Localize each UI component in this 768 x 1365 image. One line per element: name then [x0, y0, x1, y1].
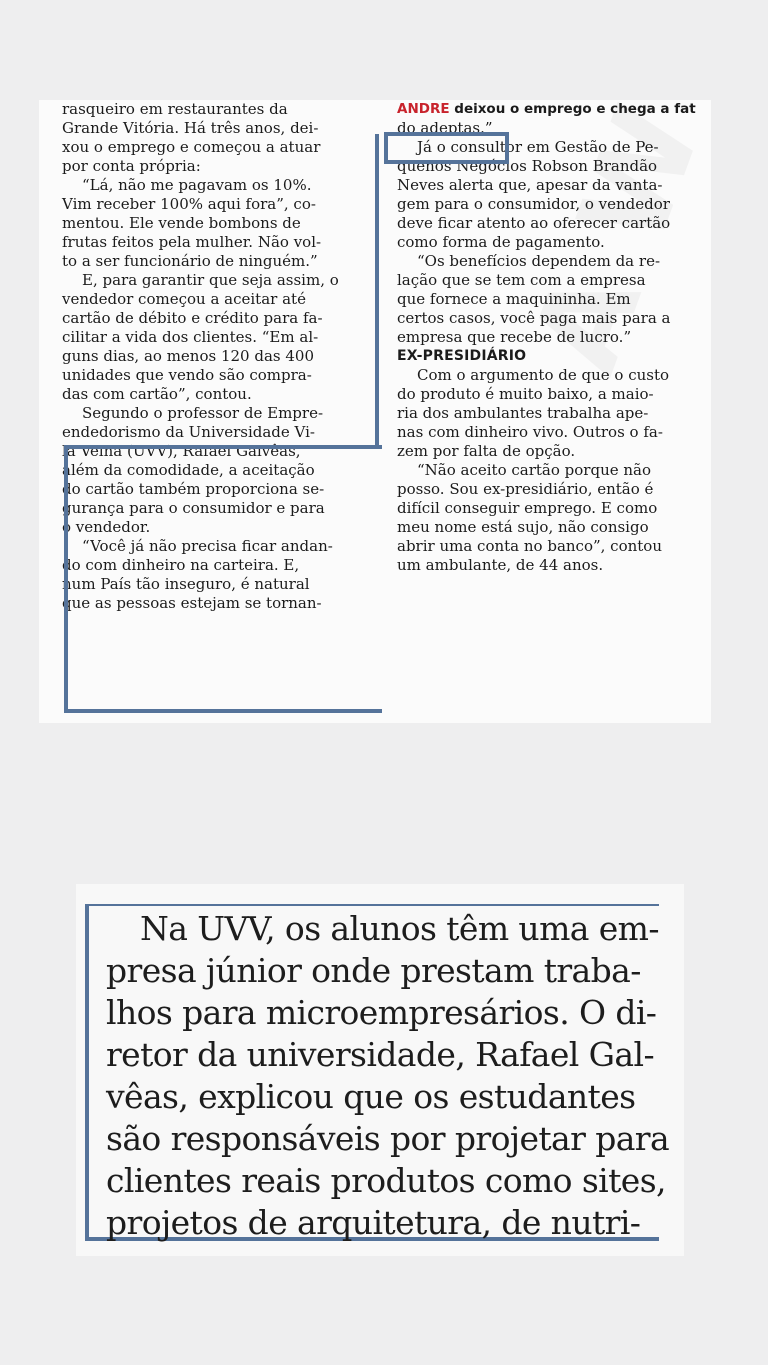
kicker-red-label: ANDRE [397, 101, 450, 117]
text-line: num País tão inseguro, é natural [62, 575, 310, 593]
text-line: são responsáveis por projetar para [106, 1119, 670, 1158]
text-line: projetos de arquitetura, de nutri- [106, 1203, 641, 1242]
text-line: endedorismo da Universidade Vi- [62, 423, 315, 441]
text-line: posso. Sou ex-presidiário, então é [397, 480, 654, 498]
text-line: do com dinheiro na carteira. E, [62, 556, 300, 574]
text-line: Segundo o professor de Empre- [82, 404, 324, 422]
text-line: vendedor começou a aceitar até [62, 290, 306, 308]
text-line: gem para o consumidor, o vendedor [397, 195, 670, 213]
text-line: “Você já não precisa ficar andan- [82, 537, 333, 555]
text-line: “Lá, não me pagavam os 10%. [82, 176, 312, 194]
newspaper-clipping-article [39, 100, 711, 723]
text-line: gurança para o consumidor e para [62, 499, 325, 517]
text-line: além da comodidade, a aceitação [62, 461, 315, 479]
text-line: clientes reais produtos como sites, [106, 1161, 666, 1200]
right-text-column [397, 100, 711, 575]
text-line: ria dos ambulantes trabalha ape- [397, 404, 649, 422]
text-line: lação que se tem com a empresa [397, 271, 646, 289]
text-line: deve ficar atento ao oferecer cartão [397, 214, 671, 232]
text-line: abrir uma conta no banco”, contou [397, 537, 662, 555]
text-line: zem por falta de opção. [397, 442, 576, 460]
text-line: guns dias, ao menos 120 das 400 [62, 347, 315, 365]
text-line: “Os benefícios dependem da re- [417, 252, 661, 270]
text-line: cilitar a vida dos clientes. “Em al- [62, 328, 319, 346]
text-line: por conta própria: [62, 157, 201, 175]
highlight-box-divider [375, 134, 379, 449]
text-line: Na UVV, os alunos têm uma em- [140, 909, 659, 948]
right-paragraphs-b [397, 366, 711, 575]
text-line: o vendedor. [62, 518, 151, 536]
text-line: presa júnior onde prestam traba- [106, 951, 641, 990]
text-line: certos casos, você paga mais para a [397, 309, 671, 327]
text-line: quenos Negócios Robson Brandão [397, 157, 658, 175]
text-line: Com o argumento de que o custo [417, 366, 670, 384]
text-line: to a ser funcionário de ninguém.” [62, 252, 318, 270]
text-line: do cartão também proporciona se- [62, 480, 325, 498]
text-line: nas com dinheiro vivo. Outros o fa- [397, 423, 663, 441]
text-line: vêas, explicou que os estudantes [106, 1077, 636, 1116]
text-line: empresa que recebe de lucro.” [397, 328, 632, 346]
text-line: como forma de pagamento. [397, 233, 605, 251]
text-line: meu nome está sujo, não consigo [397, 518, 649, 536]
article-kicker [397, 100, 711, 119]
text-line: que fornece a maquininha. Em [397, 290, 631, 308]
kicker-text: deixou o emprego e chega a fat [449, 101, 696, 117]
text-line: difícil conseguir emprego. E como [397, 499, 658, 517]
text-line: frutas feitos pela mulher. Não vol- [62, 233, 322, 251]
text-line: Vim receber 100% aqui fora”, co- [62, 195, 316, 213]
text-line: Já o consultor em Gestão de Pe- [417, 138, 659, 156]
text-line: Grande Vitória. Há três anos, dei- [62, 119, 319, 137]
text-line: das com cartão”, contou. [62, 385, 252, 403]
text-line: E, para garantir que seja assim, o [82, 271, 339, 289]
text-line: unidades que vendo são compra- [62, 366, 312, 384]
zoomed-paragraph [106, 908, 670, 1244]
text-line: um ambulante, de 44 anos. [397, 556, 604, 574]
text-line: cartão de débito e crédito para fa- [62, 309, 323, 327]
text-line: do adeptas.” [397, 119, 493, 137]
text-line: xou o emprego e começou a atuar [62, 138, 321, 156]
text-line: que as pessoas estejam se tornan- [62, 594, 322, 612]
zoomed-excerpt-clipping [76, 884, 684, 1256]
left-text-column [62, 100, 402, 613]
text-line: Neves alerta que, apesar da vanta- [397, 176, 663, 194]
text-line: lhos para microempresários. O di- [106, 993, 657, 1032]
text-line: rasqueiro em restaurantes da [62, 100, 288, 118]
text-line: do produto é muito baixo, a maio- [397, 385, 654, 403]
text-line: mentou. Ele vende bombons de [62, 214, 301, 232]
right-paragraphs-a [397, 119, 711, 347]
text-line: retor da universidade, Rafael Gal- [106, 1035, 654, 1074]
text-line: “Não aceito cartão porque não [417, 461, 652, 479]
section-heading: EX-PRESIDIÁRIO [397, 348, 527, 364]
text-line: la Velha (UVV), Rafael Galvêas, [62, 442, 301, 460]
